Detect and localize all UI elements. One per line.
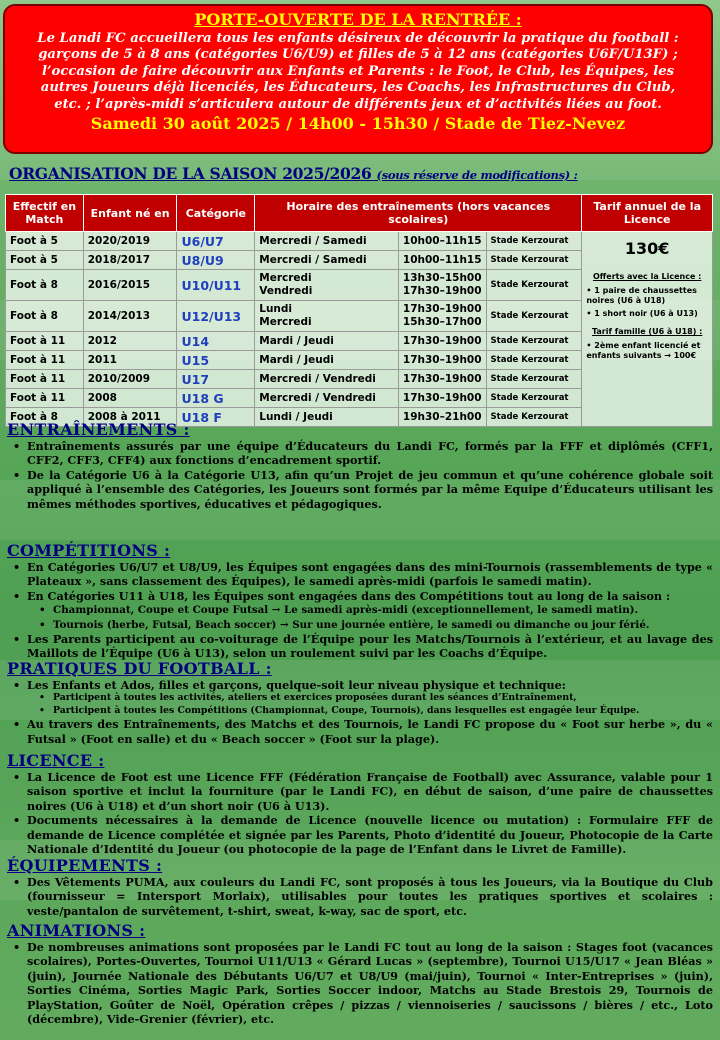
list-item	[27, 678, 713, 717]
offer-item: • 1 short noir (U6 à U13)	[586, 309, 708, 319]
cell-categorie: U17	[177, 370, 255, 389]
cell-annee: 2018/2017	[83, 251, 177, 270]
list-item: • Les Parents participent au co-voiturage de l’Équipe pour les Matchs/Tournois à l’extérieur, et au lavage des Maillots de l’Équipe (U6 à U13), selon un roulement suivi par les Coachs d’Équipe.	[27, 632, 713, 661]
cell-annee: 2010/2009	[83, 370, 177, 389]
cell-lieu: Stade Kerzourat	[486, 332, 582, 351]
organisation-title	[9, 164, 578, 183]
list-item: • Entraînements assurés par une équipe d’Éducateurs du Landi FC, formés par la FFF et diplômés (CFF1, CFF2, CFF3, CFF4) aux fonctions d’encadrement sportif.	[27, 439, 713, 468]
list-item: • De la Catégorie U6 à la Catégorie U13, afin qu’un Projet de jeu commun et qu’une cohérence globale soit appliqué à l’ensemble des Catégories, les Joueurs sont formés par la même Equipe d’Éducateurs utilisant les mêmes méthodes sportives, éducatives et pédagogiques.	[27, 468, 713, 511]
cell-effectif: Foot à 11	[6, 351, 84, 370]
cell-jours: Mercredi Vendredi	[255, 270, 399, 301]
list-item: • Au travers des Entraînements, des Matchs et des Tournois, le Landi FC propose du « Foot sur herbe », du « Futsal » (Foot en salle) et du « Beach soccer » (Foot sur la plage).	[27, 717, 713, 746]
cell-lieu: Stade Kerzourat	[486, 351, 582, 370]
cell-effectif: Foot à 11	[6, 370, 84, 389]
section-title: COMPÉTITIONS :	[7, 541, 171, 560]
cell-jours: Mardi / Jeudi	[255, 332, 399, 351]
price-cell	[582, 232, 713, 427]
section-title: PRATIQUES DU FOOTBALL :	[7, 659, 272, 678]
cell-lieu: Stade Kerzourat	[486, 301, 582, 332]
list-item: • Des Vêtements PUMA, aux couleurs du Landi FC, sont proposés à tous les Joueurs, via la Boutique du Club (fournisseur = Intersport Morlaix), utilisables pour toutes les pratiques sportives et scolaires : veste/pantalon de survêtement, t-shirt, sweat, k-way, sac de sport, etc.	[27, 875, 713, 918]
sub-list-item: • Tournois (herbe, Futsal, Beach soccer) → Sur une journée entière, le samedi ou dimanche ou jour férié.	[53, 618, 713, 632]
section-title: ÉQUIPEMENTS :	[7, 856, 163, 875]
cell-effectif: Foot à 8	[6, 408, 84, 427]
banner-title: PORTE-OUVERTE DE LA RENTRÉE :	[194, 10, 522, 29]
cell-lieu: Stade Kerzourat	[486, 270, 582, 301]
cell-jours: Lundi / Jeudi	[255, 408, 399, 427]
cell-heures: 17h30–19h00 15h30–17h00	[398, 301, 486, 332]
cell-lieu: Stade Kerzourat	[486, 251, 582, 270]
cell-jours: Mercredi / Samedi	[255, 251, 399, 270]
banner-line: Le Landi FC accueillera tous les enfants désireux de découvrir la pratique du football :	[37, 30, 679, 46]
cell-lieu: Stade Kerzourat	[486, 370, 582, 389]
section-equipements	[7, 856, 713, 918]
header-enfant: Enfant né en	[83, 195, 177, 232]
schedule-table	[5, 194, 713, 427]
cell-categorie: U14	[177, 332, 255, 351]
banner-line: garçons de 5 à 8 ans (catégories U6/U9) et filles de 5 à 12 ans (catégories U6F/U13F) ;	[38, 47, 678, 63]
cell-annee: 2016/2015	[83, 270, 177, 301]
cell-jours: Mardi / Jeudi	[255, 351, 399, 370]
cell-categorie: U12/U13	[177, 301, 255, 332]
sub-list-item: • Participent à toutes les activités, ateliers et exercices proposées durant les séances d’Entraînement,	[53, 692, 713, 704]
organisation-note: (sous réserve de modifications) :	[376, 168, 578, 182]
section-entrainements	[7, 420, 713, 511]
cell-heures: 10h00–11h15	[398, 251, 486, 270]
organisation-title-text: ORGANISATION DE LA SAISON 2025/2026	[9, 164, 372, 183]
cell-heures: 17h30–19h00	[398, 332, 486, 351]
cell-categorie: U10/U11	[177, 270, 255, 301]
cell-categorie: U18 F	[177, 408, 255, 427]
cell-effectif: Foot à 8	[6, 270, 84, 301]
list-item: • De nombreuses animations sont proposées par le Landi FC tout au long de la saison : Stages foot (vacances scolaires), Portes-Ouvertes, Tournoi U11/U13 « Gérard Lucas » (septembre), Tournoi U15/U17 « Jean Bléas » (juin), Journée Nationale des Débutants U6/U7 et U8/U9 (mai/juin), Tournoi « Inter-Entreprises » (juin), Sorties Cinéma, Sorties Magic Park, Sorties Soccer indoor, Matchs au Stade Brestois 29, Tournois de PlayStation, Goûter de Noël, Opération crêpes / pizzas / viennoiseries / saucissons / bières / etc., Loto (décembre), Vide-Grenier (février), etc.	[27, 940, 713, 1026]
cell-lieu: Stade Kerzourat	[486, 389, 582, 408]
offer-item: • 1 paire de chaussettes noires (U6 à U18)	[586, 286, 708, 306]
cell-effectif: Foot à 5	[6, 251, 84, 270]
cell-effectif: Foot à 8	[6, 301, 84, 332]
cell-jours: Mercredi / Samedi	[255, 232, 399, 251]
list-item: • Documents nécessaires à la demande de Licence (nouvelle licence ou mutation) : Formulaire FFF de demande de Licence complétée et signée par les Parents, Photo d’identité du Joueur, Photocopie de la Carte Nationale d’Identité du Joueur (ou photocopie de la page de l’Enfant dans le Livret de Famille).	[27, 813, 713, 856]
cell-annee: 2014/2013	[83, 301, 177, 332]
cell-jours: Mercredi / Vendredi	[255, 370, 399, 389]
cell-effectif: Foot à 11	[6, 332, 84, 351]
section-competitions	[7, 541, 713, 661]
open-day-banner	[3, 4, 713, 154]
section-title: ANIMATIONS :	[7, 921, 146, 940]
banner-line: autres Joueurs déjà licenciés, les Éducateurs, les Coachs, les Infrastructures du Club,	[40, 80, 676, 96]
cell-categorie: U6/U7	[177, 232, 255, 251]
list-item	[27, 589, 713, 632]
cell-categorie: U15	[177, 351, 255, 370]
cell-categorie: U8/U9	[177, 251, 255, 270]
family-item: • 2ème enfant licencié et enfants suivants → 100€	[586, 341, 708, 361]
banner-line: etc. ; l’après-midi s’articulera autour de différents jeux et d’activités liées au foot.	[54, 96, 662, 112]
table-row	[6, 232, 713, 251]
section-pratiques	[7, 659, 713, 746]
banner-date: Samedi 30 août 2025 / 14h00 - 15h30 / Stade de Tiez-Nevez	[90, 113, 626, 133]
cell-jours: Lundi Mercredi	[255, 301, 399, 332]
list-item-text: En Catégories U11 à U18, les Équipes sont engagées dans des Compétitions tout au long de la saison :	[27, 588, 671, 603]
price-amount: 130€	[624, 239, 670, 258]
cell-effectif: Foot à 5	[6, 232, 84, 251]
cell-heures: 17h30–19h00	[398, 370, 486, 389]
cell-heures: 17h30–19h00	[398, 389, 486, 408]
cell-heures: 13h30–15h00 17h30–19h00	[398, 270, 486, 301]
section-animations	[7, 921, 713, 1026]
section-title: ENTRAÎNEMENTS :	[7, 420, 190, 439]
cell-annee: 2008	[83, 389, 177, 408]
cell-lieu: Stade Kerzourat	[486, 408, 582, 427]
list-item-text: Les Enfants et Ados, filles et garçons, quelque-soit leur niveau physique et technique:	[27, 678, 566, 692]
header-horaire: Horaire des entraînements (hors vacances scolaires)	[255, 195, 582, 232]
sub-list-item: • Participent à toutes les Compétitions (Championnat, Coupe, Tournois), dans lesquelles est engagée leur Équipe.	[53, 705, 713, 717]
table-header-row	[6, 195, 713, 232]
list-item: • En Catégories U6/U7 et U8/U9, les Équipes sont engagées dans des mini-Tournois (rassemblements de type « Plateaux », sans classement des Équipes), le samedi après-midi (parfois le samedi matin).	[27, 560, 713, 589]
section-title: LICENCE :	[7, 751, 105, 770]
cell-annee: 2020/2019	[83, 232, 177, 251]
banner-line: l’occasion de faire découvrir aux Enfants et Parents : le Foot, le Club, les Équipes, les	[41, 63, 675, 79]
family-title: Tarif famille (U6 à U18) :	[591, 327, 703, 336]
cell-annee: 2012	[83, 332, 177, 351]
cell-jours: Mercredi / Vendredi	[255, 389, 399, 408]
cell-annee: 2011	[83, 351, 177, 370]
cell-lieu: Stade Kerzourat	[486, 232, 582, 251]
section-licence	[7, 751, 713, 856]
header-tarif: Tarif annuel de la Licence	[582, 195, 713, 232]
cell-heures: 19h30–21h00	[398, 408, 486, 427]
sub-list-item: • Championnat, Coupe et Coupe Futsal → Le samedi après-midi (exceptionnellement, le samedi matin).	[53, 603, 713, 617]
offers-title: Offerts avec la Licence :	[592, 272, 702, 281]
header-effectif: Effectif en Match	[6, 195, 84, 232]
cell-categorie: U18 G	[177, 389, 255, 408]
cell-annee: 2008 à 2011	[83, 408, 177, 427]
cell-effectif: Foot à 11	[6, 389, 84, 408]
list-item: • La Licence de Foot est une Licence FFF (Fédération Française de Football) avec Assurance, valable pour 1 saison sportive et inclut la fourniture (par le Landi FC), en début de saison, d’une paire de chaussettes noires (U6 à U18) et d’un short noir (U6 à U13).	[27, 770, 713, 813]
cell-heures: 10h00–11h15	[398, 232, 486, 251]
cell-heures: 17h30–19h00	[398, 351, 486, 370]
header-categorie: Catégorie	[177, 195, 255, 232]
